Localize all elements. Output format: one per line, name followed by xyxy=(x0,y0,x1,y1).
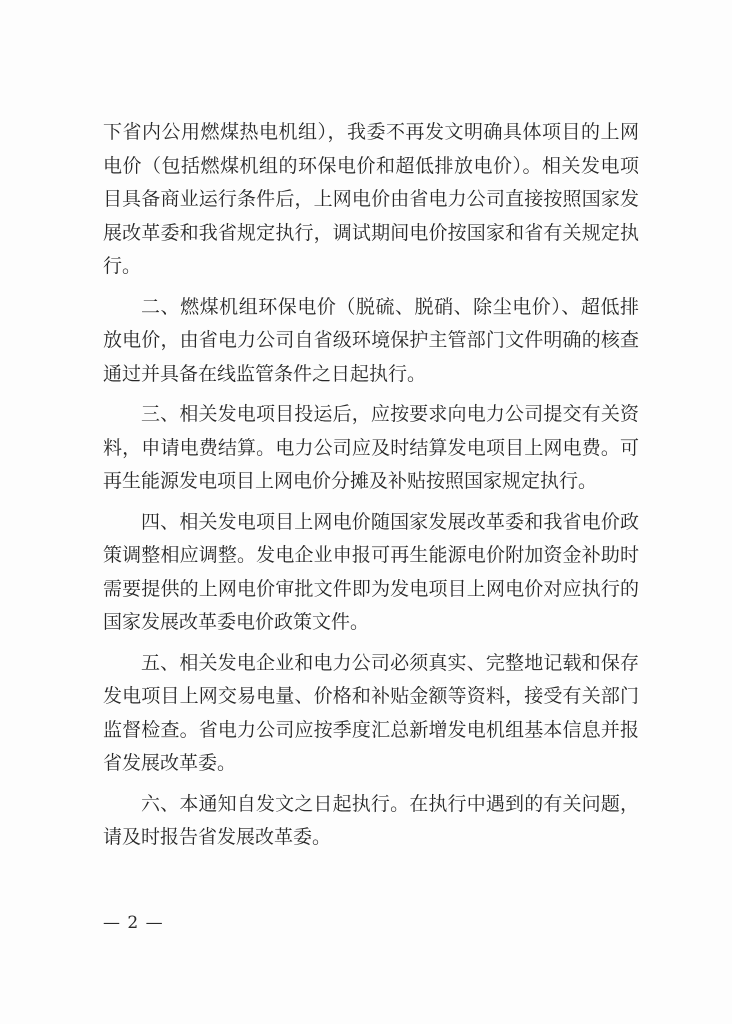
paragraph-item-6: 六、本通知自发文之日起执行。在执行中遇到的有关问题，请及时报告省发展改革委。 xyxy=(103,792,639,848)
paragraph-item-5: 五、相关发电企业和电力公司必须真实、完整地记载和保存发电项目上网交易电量、价格和补贴金额等资料，接受有关部门监督检查。省电力公司应按季度汇总新增发电机组基本信息并报省发展改革委。 xyxy=(103,651,639,774)
paragraph-continuation: 下省内公用燃煤热电机组），我委不再发文明确具体项目的上网电价（包括燃煤机组的环保电价和超低排放电价）。相关发电项目具备商业运行条件后，上网电价由省电力公司直接按照国家发展改革委和我省规定执行，调试期间电价按国家和省有关规定执行。 xyxy=(103,121,639,277)
page-number: — 2 — xyxy=(103,913,164,933)
paragraph-item-4: 四、相关发电项目上网电价随国家发展改革委和我省电价政策调整相应调整。发电企业申报可再生能源电价附加资金补助时需要提供的上网电价审批文件即为发电项目上网电价对应执行的国家发展改革委电价政策文件。 xyxy=(103,510,639,633)
document-body xyxy=(103,116,639,855)
paragraph-item-3: 三、相关发电项目投运后，应按要求向电力公司提交有关资料，申请电费结算。电力公司应及时结算发电项目上网电费。可再生能源发电项目上网电价分摊及补贴按照国家规定执行。 xyxy=(103,403,639,492)
paragraph-item-2: 二、燃煤机组环保电价（脱硫、脱硝、除尘电价）、超低排放电价，由省电力公司自省级环境保护主管部门文件明确的核查通过并具备在线监管条件之日起执行。 xyxy=(103,295,639,385)
